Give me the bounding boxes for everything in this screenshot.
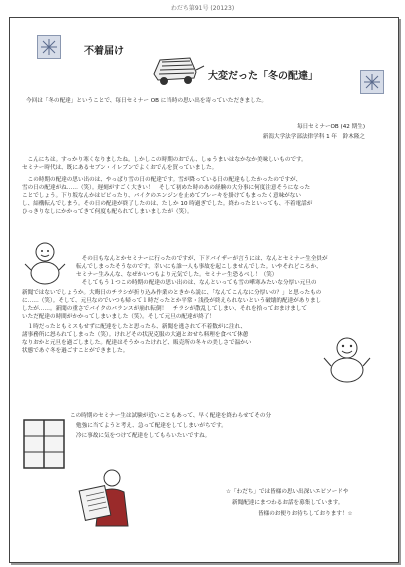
closing-line: 皆様のお便りお待ちしております！☆ — [258, 511, 353, 517]
para2-line: セミナー生みんな、なぜかいつもより元気でした。セミナー生恐るべし！（笑） — [76, 272, 278, 278]
para1-line: この時期の配達の思い出のは、やっぱり雪の日の配達です。雪が降っている日の配達もしたかったのですが、 — [22, 177, 302, 183]
closing-line: ☆「わだち」では皆様の思い出深いエピソードや — [226, 489, 349, 495]
snowman-icon — [322, 334, 372, 384]
para1-line: セミナー時代は、既にあるセブン・イレブンでよくおでんを買っていました。 — [22, 165, 218, 171]
author-name: 新潟大学法学部法律学科 1 年 鈴木隆之 — [262, 134, 365, 140]
title-line2: 大変だった「冬の配達」 — [208, 71, 318, 82]
newspaper-reader-icon — [78, 466, 130, 530]
para3-line: この時期のセミナー生は試験が近いこともあって、早く配達を終わらせてその分 — [70, 413, 272, 419]
delivery-truck-icon — [150, 52, 208, 86]
author-affiliation: 毎日セミナーOB (42 期生) — [296, 124, 365, 130]
snowflake-icon — [37, 35, 61, 59]
snowflake-icon — [360, 70, 384, 94]
closing-line: 新聞配達にまつわるお話を募集しています。 — [232, 500, 344, 506]
para2-line: 状態であぐ冬を過ごすことができました。 — [22, 348, 129, 354]
para2-line: そしてもう１つこの時期の配達の思い出のは、なんといっても雪の嘩寒みたいな分厚い元旦の — [76, 280, 317, 286]
para2-line: その日もなんとかセミナーに行ったのですが、下ドバイザーが言うには、なんとセミナー生全員が — [76, 256, 328, 262]
para1-line: し、結構転んでしまう。その日の配達が終了したのは、たしか 10 時過ぎでした。終わったといっても、不着電話が — [22, 201, 313, 207]
para1-line: ことでしょう。下り坂なんかはビビったり、バイクのエンジンを止めてブレーキを掛けてもまったく意味がない — [22, 193, 301, 199]
para2-line: なりおかと元旦を過ごしました。配達はそうかったけれど、販売所の冬々の美しさで温かい — [22, 340, 252, 346]
intro-text: 今回は「冬の配達」ということで、毎日セミナー OB に当時の思い出を寄っていただきました。 — [26, 98, 268, 104]
para1-line: 雪の日の配達がね……（笑）。遅刻がすごく大きい！ そして初めた時のあの経験の大分事に何度注意そうになった — [22, 185, 311, 191]
title-line1: 不着届け — [84, 46, 124, 57]
para2-line: いただ配達の時間がかかってしまいました（笑）。そして元旦の配達が終了！ — [22, 314, 215, 320]
document-header: わだち第91号 (20123) — [170, 5, 235, 12]
snowman-icon — [24, 240, 66, 286]
para2-line: １時だったともミスもせずに配達をしたと思ったら、新聞を逃されて不着数がに注れ、 — [22, 324, 247, 330]
para3-line: 勉強に当てようと考え、急って配達をしてしまいがちです。 — [76, 423, 227, 429]
para2-line: 転んでしまったそうなのです。幸いにも誰一人も事故を起こしませんでした。いやそれどころか、 — [76, 264, 322, 270]
para1-line: こんにちは。すっかり寒くなりましたね。しかしこの時期のおでん、しゅうまいはなかなか美味しいものです。 — [22, 157, 307, 163]
para1-line: ひっきりなしにかかってきて何度も配られてしまいましたが（笑）。 — [22, 209, 193, 215]
para2-line: したが……。新聞の重さでバイクのバランスが崩れ転倒！ チラシが散乱してしまい、それを拾っておまけまして — [22, 306, 308, 312]
para2-line: に……（笑）。そして、元旦なのでいつも帰って１時だったとか平常・浅役が終えられないという破壊的配達がありまし — [22, 298, 322, 304]
window-icon — [22, 418, 66, 470]
para2-line: 諸事務所に怒られてしまった（笑）。けれどその状況克服の大過とおせち料理を食べて休憩 — [22, 332, 249, 338]
para3-line: 冷に事故に気をつけて配達をしてもらいたいですね。 — [76, 433, 211, 439]
para2-line: 新聞ではないでしょうか。大晦日のチラシが折り込み作業のときから説に、「なんてこんなに分厚いの？」と思ったもの — [22, 290, 322, 296]
